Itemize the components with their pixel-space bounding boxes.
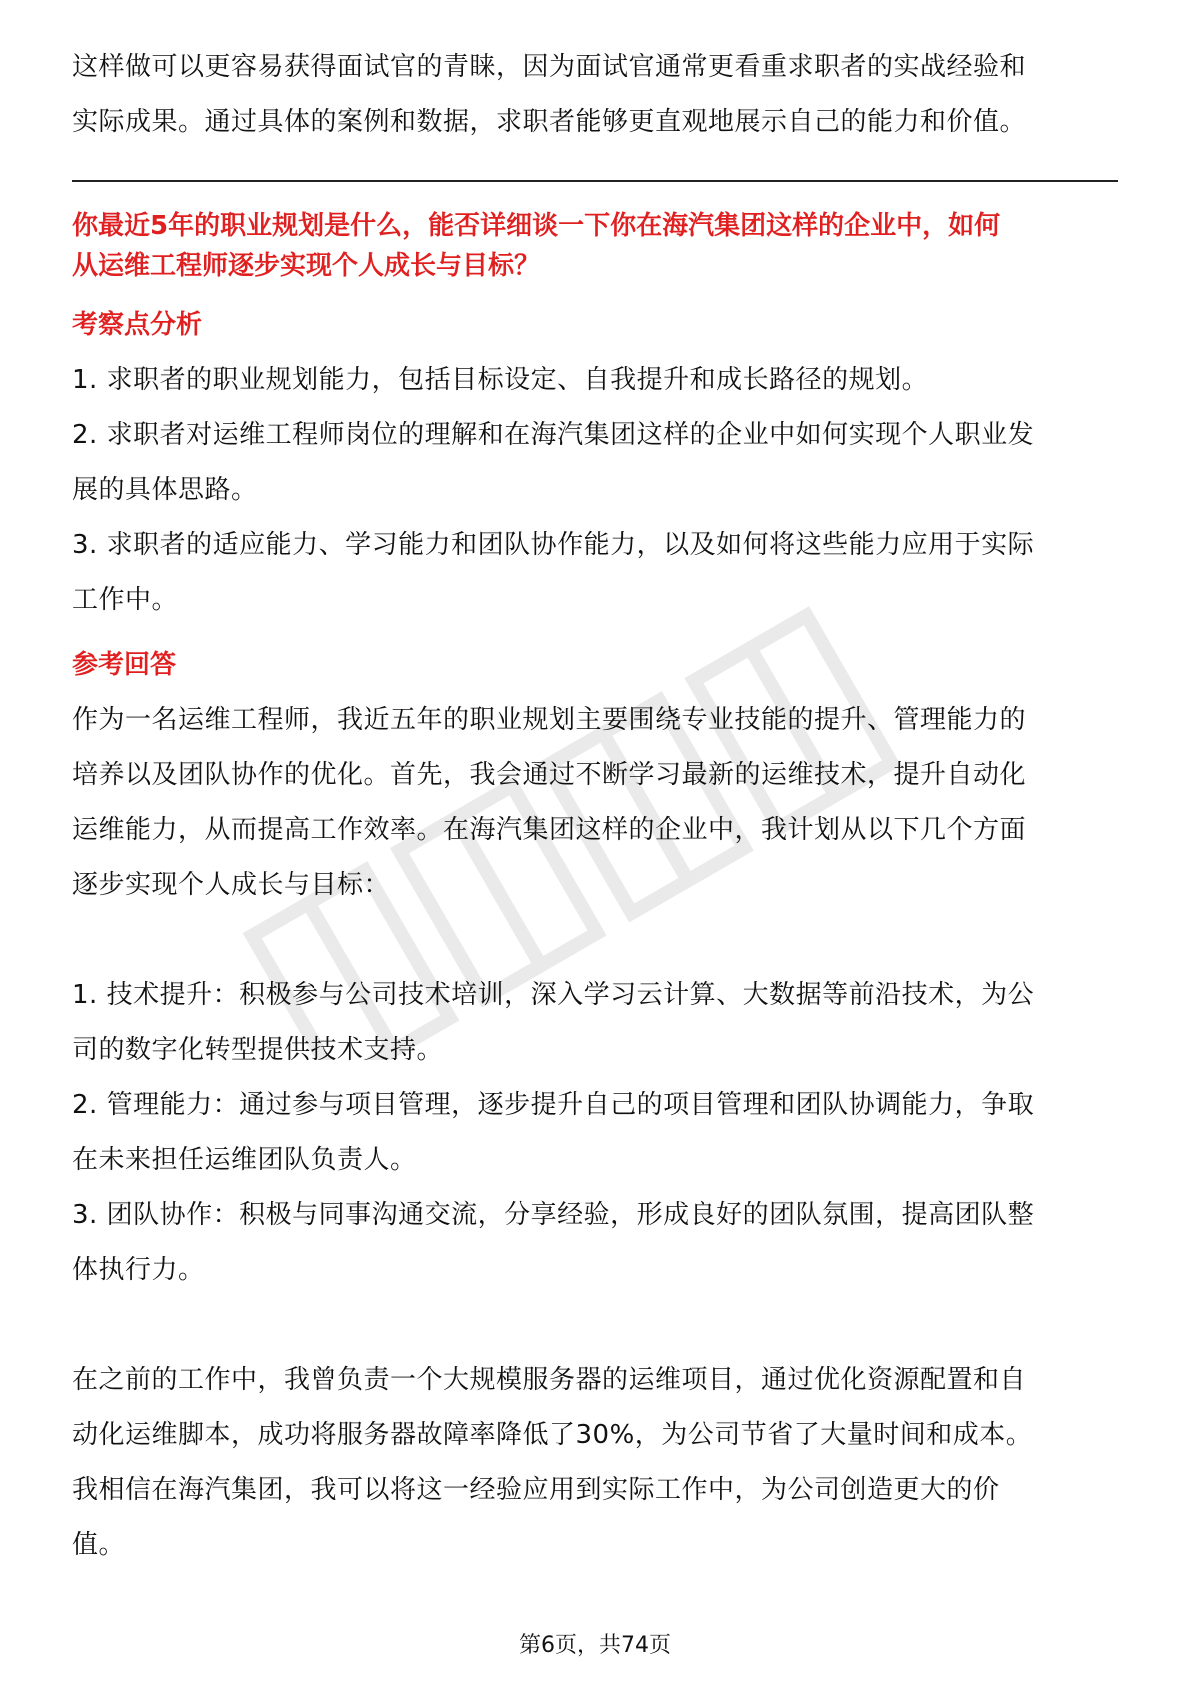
intro-paragraph — [72, 40, 1118, 150]
answer-list — [72, 968, 1118, 1298]
text-line: 实际成果。通过具体的案例和数据，求职者能够更直观地展示自己的能力和价值。 — [72, 107, 1027, 137]
text-line: 作为一名运维工程师，我近五年的职业规划主要围绕专业技能的提升、管理能力的 — [72, 705, 1027, 735]
text-line: 逐步实现个人成长与目标： — [72, 870, 391, 900]
list-item — [72, 518, 1118, 628]
text-line: 展的具体思路。 — [72, 475, 258, 505]
text-line: 工作中。 — [72, 585, 179, 615]
text-line: 2. 管理能力：通过参与项目管理，逐步提升自己的项目管理和团队协调能力，争取 — [72, 1090, 1035, 1120]
text-line: 1. 求职者的职业规划能力，包括目标设定、自我提升和成长路径的规划。 — [72, 365, 929, 395]
section-divider — [72, 180, 1118, 182]
question-line: 从运维工程师逐步实现个人成长与目标？ — [72, 251, 541, 281]
text-line: 3. 团队协作：积极与同事沟通交流，分享经验，形成良好的团队氛围，提高团队整 — [72, 1200, 1035, 1230]
analysis-list — [72, 353, 1118, 628]
list-item — [72, 408, 1118, 518]
text-line: 在未来担任运维团队负责人。 — [72, 1145, 417, 1175]
text-line: 值。 — [72, 1530, 126, 1560]
answer-closing — [72, 1353, 1118, 1573]
text-line: 体执行力。 — [72, 1255, 205, 1285]
text-line: 这样做可以更容易获得面试官的青睐，因为面试官通常更看重求职者的实战经验和 — [72, 52, 1027, 82]
answer-title: 参考回答 — [72, 650, 177, 680]
question-line: 你最近5年的职业规划是什么，能否详细谈一下你在海汽集团这样的企业中，如何 — [72, 211, 1001, 241]
analysis-title: 考察点分析 — [72, 310, 203, 340]
text-line: 我相信在海汽集团，我可以将这一经验应用到实际工作中，为公司创造更大的价 — [72, 1475, 1000, 1505]
answer-intro — [72, 693, 1118, 913]
text-line: 3. 求职者的适应能力、学习能力和团队协作能力，以及如何将这些能力应用于实际 — [72, 530, 1035, 560]
question-heading — [72, 206, 1118, 286]
text-line: 司的数字化转型提供技术支持。 — [72, 1035, 444, 1065]
text-line: 在之前的工作中，我曾负责一个大规模服务器的运维项目，通过优化资源配置和自 — [72, 1365, 1027, 1395]
text-line: 动化运维脚本，成功将服务器故障率降低了30%，为公司节省了大量时间和成本。 — [72, 1420, 1033, 1450]
text-line: 2. 求职者对运维工程师岗位的理解和在海汽集团这样的企业中如何实现个人职业发 — [72, 420, 1035, 450]
text-line: 培养以及团队协作的优化。首先，我会通过不断学习最新的运维技术，提升自动化 — [72, 760, 1027, 790]
list-item — [72, 968, 1118, 1078]
list-item — [72, 1188, 1118, 1298]
page-number: 第6页，共74页 — [519, 1633, 671, 1658]
list-item — [72, 1078, 1118, 1188]
text-line: 运维能力，从而提高工作效率。在海汽集团这样的企业中，我计划从以下几个方面 — [72, 815, 1027, 845]
list-item — [72, 353, 1118, 408]
text-line: 1. 技术提升：积极参与公司技术培训，深入学习云计算、大数据等前沿技术，为公 — [72, 980, 1035, 1010]
document-page — [72, 40, 1118, 1573]
